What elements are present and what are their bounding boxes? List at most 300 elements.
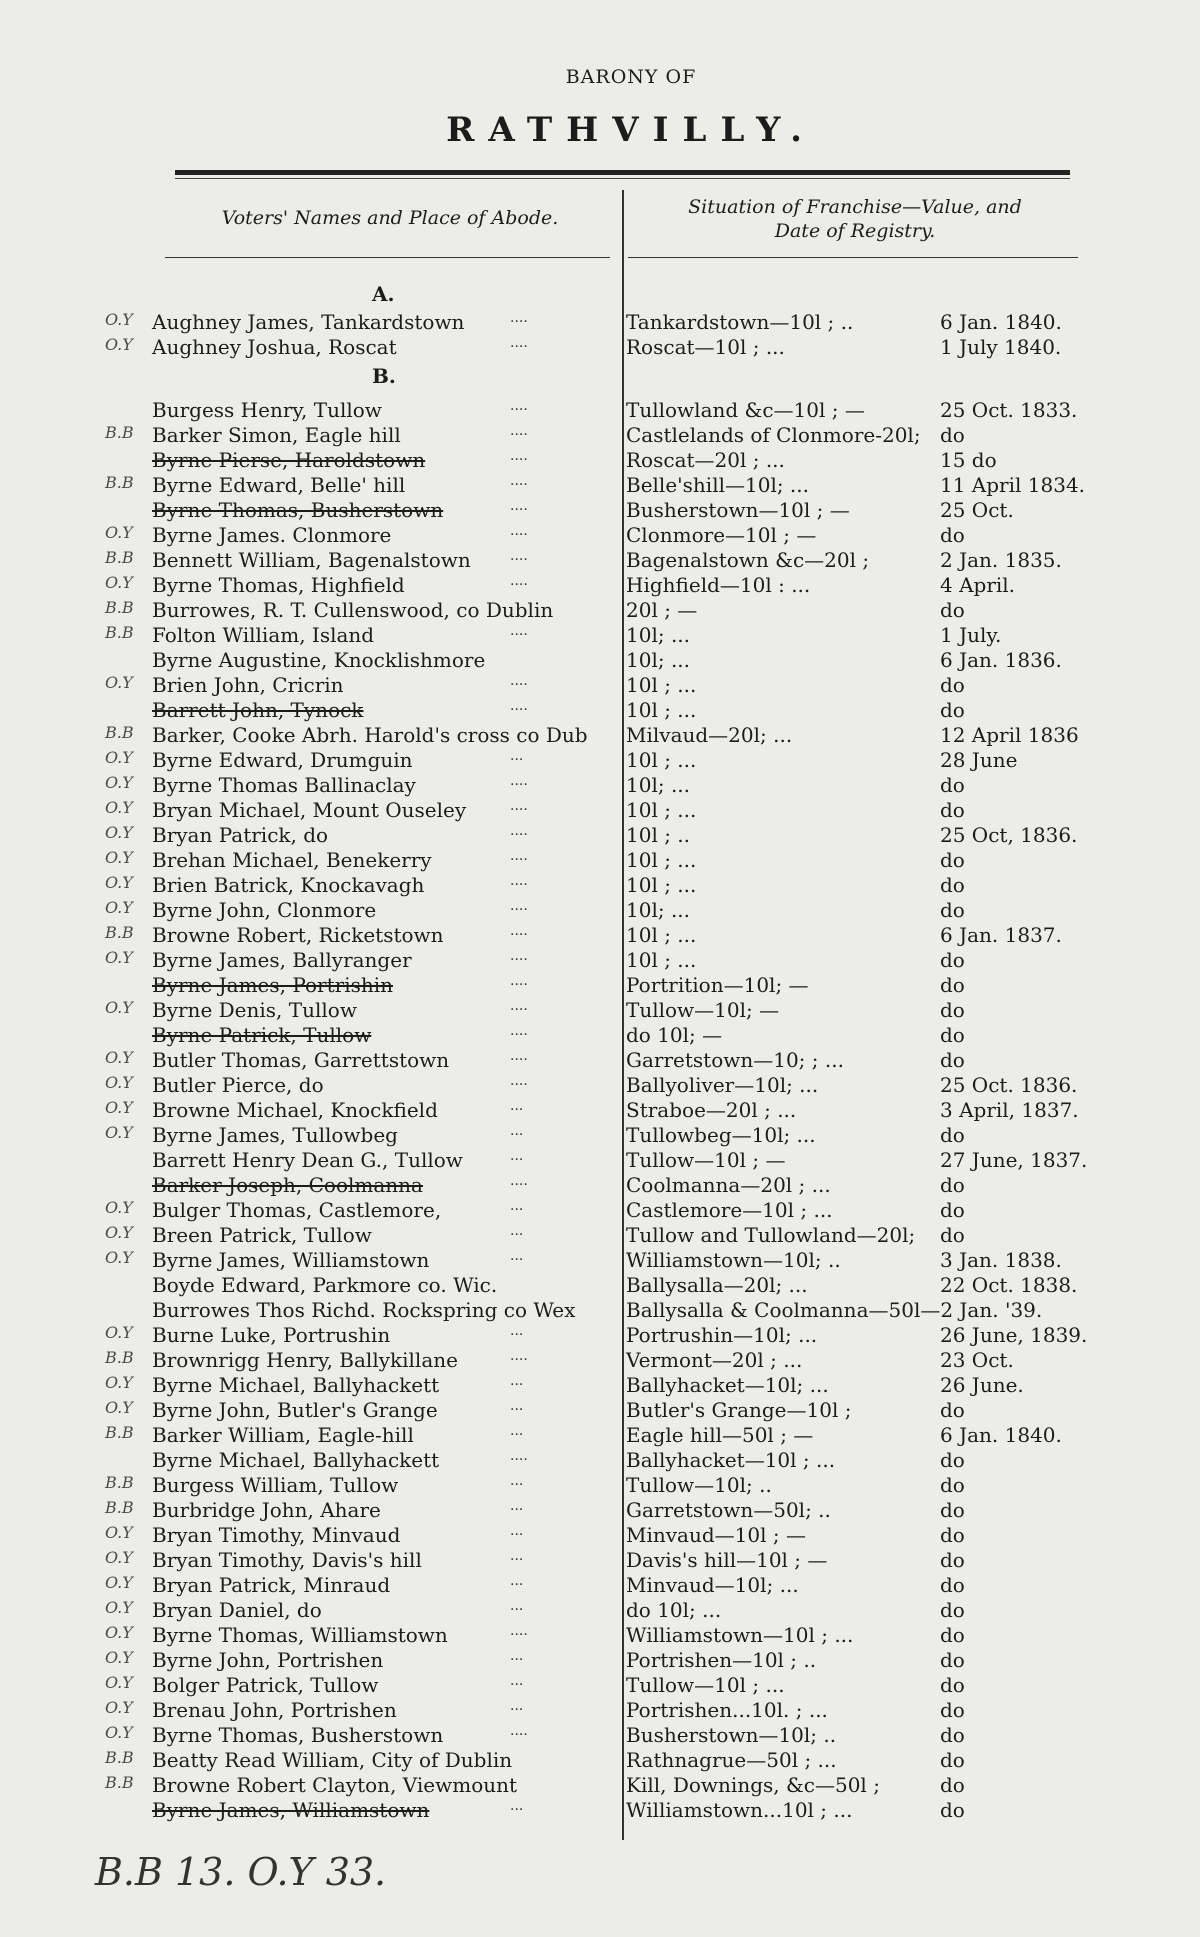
registration-mark: O.Y (105, 1223, 133, 1242)
registration-mark: O.Y (105, 673, 133, 692)
leader-dots: .... (510, 823, 528, 839)
registry-date: do (940, 523, 965, 547)
voter-name: Byrne Augustine, Knocklishmore (152, 648, 486, 672)
registration-mark: O.Y (105, 1648, 133, 1667)
voter-row (0, 1523, 1200, 1548)
registry-date: do (940, 1698, 965, 1722)
voter-row (0, 1348, 1200, 1373)
registry-date: do (940, 1123, 965, 1147)
voter-row (0, 698, 1200, 723)
registration-mark: O.Y (105, 1373, 133, 1392)
registration-mark: O.Y (105, 823, 133, 842)
leader-dots: .... (510, 973, 528, 989)
franchise-situation: 10l ; ... (626, 748, 697, 772)
registration-mark: O.Y (105, 1323, 133, 1342)
franchise-situation: Roscat—20l ; ... (626, 448, 785, 472)
voter-name: Bryan Patrick, do (152, 823, 329, 847)
voter-row (0, 1573, 1200, 1598)
registration-mark: O.Y (105, 773, 133, 792)
voter-row (0, 1173, 1200, 1198)
voter-row (0, 1223, 1200, 1248)
registration-mark: B.B (105, 548, 134, 567)
voter-name: Byrne Thomas, Highfield (152, 573, 405, 597)
franchise-situation: 10l ; ... (626, 873, 697, 897)
franchise-situation: 10l; ... (626, 648, 691, 672)
voter-name: Byrne John, Portrishen (152, 1648, 384, 1672)
header-rule-right (628, 257, 1078, 258)
voter-name: Bryan Timothy, Minvaud (152, 1523, 401, 1547)
leader-dots: ... (510, 748, 524, 764)
title-rule-thin (175, 178, 1070, 179)
voter-name: Brien Batrick, Knockavagh (152, 873, 425, 897)
voter-name: Barker Joseph, Coolmanna (152, 1173, 423, 1197)
leader-dots: ... (510, 1148, 524, 1164)
franchise-situation: Busherstown—10l ; — (626, 498, 850, 522)
registry-date: 6 Jan. 1837. (940, 923, 1062, 947)
franchise-situation: Tullow—10l ; — (626, 1148, 786, 1172)
section-letter-b: B. (372, 364, 396, 388)
leader-dots: ... (510, 1198, 524, 1214)
voter-row (0, 1323, 1200, 1348)
registry-date: do (940, 1223, 965, 1247)
leader-dots: ... (510, 1423, 524, 1439)
voter-name: Byrne Patrick, Tullow (152, 1023, 372, 1047)
voter-row (0, 873, 1200, 898)
registry-date: 22 Oct. 1838. (940, 1273, 1078, 1297)
franchise-situation: Tullow—10l; — (626, 998, 780, 1022)
voter-row (0, 1648, 1200, 1673)
voter-name: Brownrigg Henry, Ballykillane (152, 1348, 458, 1372)
voter-row (0, 573, 1200, 598)
registration-mark: O.Y (105, 310, 133, 329)
franchise-situation: 10l ; ... (626, 798, 697, 822)
voter-row (0, 623, 1200, 648)
voter-name: Byrne Edward, Belle' hill (152, 473, 406, 497)
voter-row (0, 823, 1200, 848)
registration-mark: B.B (105, 1498, 134, 1517)
leader-dots: ... (510, 1498, 524, 1514)
voter-row (0, 1423, 1200, 1448)
registry-date: do (940, 1523, 965, 1547)
registration-mark: O.Y (105, 898, 133, 917)
franchise-situation: 10l ; ... (626, 698, 697, 722)
registry-date: 26 June. (940, 1373, 1024, 1397)
voter-row (0, 723, 1200, 748)
voter-name: Bulger Thomas, Castlemore, (152, 1198, 442, 1222)
franchise-situation: 10l ; .. (626, 823, 691, 847)
franchise-situation: Bagenalstown &c—20l ; (626, 548, 870, 572)
registry-date: do (940, 1448, 965, 1472)
voter-name: Aughney James, Tankardstown (152, 310, 465, 334)
registration-mark: O.Y (105, 1523, 133, 1542)
registry-date: 6 Jan. 1840. (940, 310, 1062, 334)
voter-name: Breen Patrick, Tullow (152, 1223, 372, 1247)
voter-row (0, 948, 1200, 973)
voter-name: Burbridge John, Ahare (152, 1498, 381, 1522)
registration-mark: B.B (105, 1473, 134, 1492)
voter-row (0, 310, 1200, 335)
leader-dots: .... (510, 423, 528, 439)
leader-dots: .... (510, 848, 528, 864)
registry-date: do (940, 698, 965, 722)
voter-name: Byrne James, Williamstown (152, 1798, 430, 1822)
registration-mark: B.B (105, 923, 134, 942)
leader-dots: ... (510, 1473, 524, 1489)
voter-name: Byrne Thomas Ballinaclay (152, 773, 416, 797)
registry-date: do (940, 1498, 965, 1522)
registration-mark: B.B (105, 473, 134, 492)
franchise-situation: Williamstown...10l ; ... (626, 1798, 853, 1822)
voter-name: Butler Thomas, Garrettstown (152, 1048, 450, 1072)
voter-row (0, 335, 1200, 360)
franchise-situation: Tullowland &c—10l ; — (626, 398, 865, 422)
leader-dots: .... (510, 573, 528, 589)
registry-date: do (940, 898, 965, 922)
registration-mark: B.B (105, 598, 134, 617)
voter-row (0, 1023, 1200, 1048)
registry-date: do (940, 1398, 965, 1422)
leader-dots: .... (510, 673, 528, 689)
voter-row (0, 498, 1200, 523)
leader-dots: .... (510, 948, 528, 964)
leader-dots: .... (510, 473, 528, 489)
registration-mark: O.Y (105, 1598, 133, 1617)
leader-dots: .... (510, 548, 528, 564)
registry-date: 25 Oct. 1833. (940, 398, 1078, 422)
leader-dots: .... (510, 448, 528, 464)
voter-name: Boyde Edward, Parkmore co. Wic. (152, 1273, 498, 1297)
registration-mark: B.B (105, 423, 134, 442)
voter-row (0, 423, 1200, 448)
voter-name: Byrne Thomas, Williamstown (152, 1623, 448, 1647)
voter-name: Burgess William, Tullow (152, 1473, 399, 1497)
voter-name: Byrne Edward, Drumguin (152, 748, 413, 772)
leader-dots: .... (510, 1073, 528, 1089)
voter-name: Byrne Michael, Ballyhackett (152, 1373, 440, 1397)
registry-date: 6 Jan. 1840. (940, 1423, 1062, 1447)
registry-date: 25 Oct. (940, 498, 1014, 522)
registration-mark: O.Y (105, 523, 133, 542)
registration-mark: B.B (105, 1748, 134, 1767)
franchise-situation: Williamstown—10l ; ... (626, 1623, 854, 1647)
leader-dots: .... (510, 623, 528, 639)
leader-dots: ... (510, 1323, 524, 1339)
registry-date: do (940, 973, 965, 997)
registry-date: do (940, 873, 965, 897)
voter-row (0, 1448, 1200, 1473)
registration-mark: B.B (105, 1348, 134, 1367)
voter-name: Byrne Thomas, Busherstown (152, 498, 444, 522)
voter-name: Barrett Henry Dean G., Tullow (152, 1148, 463, 1172)
registry-date: do (940, 1723, 965, 1747)
franchise-situation: Tullow—10l; .. (626, 1473, 772, 1497)
registry-date: 27 June, 1837. (940, 1148, 1088, 1172)
leader-dots: .... (510, 923, 528, 939)
voter-row (0, 998, 1200, 1023)
franchise-situation: Tullowbeg—10l; ... (626, 1123, 816, 1147)
registration-mark: O.Y (105, 1623, 133, 1642)
registry-date: 26 June, 1839. (940, 1323, 1088, 1347)
registration-mark: O.Y (105, 1123, 133, 1142)
voter-name: Bennett William, Bagenalstown (152, 548, 471, 572)
leader-dots: .... (510, 398, 528, 414)
voter-row (0, 473, 1200, 498)
registration-mark: B.B (105, 623, 134, 642)
registry-date: do (940, 1573, 965, 1597)
voter-name: Burgess Henry, Tullow (152, 398, 382, 422)
franchise-situation: Ballyoliver—10l; ... (626, 1073, 819, 1097)
registry-date: do (940, 848, 965, 872)
voter-name: Byrne James. Clonmore (152, 523, 392, 547)
voter-row (0, 1748, 1200, 1773)
registry-date: 25 Oct, 1836. (940, 823, 1078, 847)
registry-date: do (940, 1798, 965, 1822)
franchise-situation: Minvaud—10l; ... (626, 1573, 799, 1597)
registry-date: do (940, 773, 965, 797)
voter-row (0, 523, 1200, 548)
registration-mark: O.Y (105, 1698, 133, 1717)
voter-name: Burrowes Thos Richd. Rockspring co Wex (152, 1298, 576, 1322)
registration-mark: O.Y (105, 1548, 133, 1567)
column-header-voters: Voters' Names and Place of Abode. (221, 207, 559, 229)
franchise-situation: Busherstown—10l; .. (626, 1723, 837, 1747)
leader-dots: .... (510, 498, 528, 514)
registry-date: 3 April, 1837. (940, 1098, 1079, 1122)
franchise-situation: 10l; ... (626, 623, 691, 647)
voter-row (0, 548, 1200, 573)
voter-name: Byrne John, Butler's Grange (152, 1398, 438, 1422)
franchise-situation: Garretstown—10; ; ... (626, 1048, 844, 1072)
registration-mark: O.Y (105, 1198, 133, 1217)
voter-name: Bolger Patrick, Tullow (152, 1673, 379, 1697)
registration-mark: O.Y (105, 1073, 133, 1092)
franchise-situation: Roscat—10l ; ... (626, 335, 785, 359)
voter-name: Burrowes, R. T. Cullenswood, co Dublin (152, 598, 554, 622)
franchise-situation: Portrushin—10l; ... (626, 1323, 818, 1347)
leader-dots: .... (510, 1023, 528, 1039)
handwritten-tally: B.B 13. O.Y 33. (95, 1850, 387, 1894)
registry-date: do (940, 1048, 965, 1072)
leader-dots: .... (510, 1173, 528, 1189)
voter-name: Byrne James, Ballyranger (152, 948, 412, 972)
voter-row (0, 1148, 1200, 1173)
voter-name: Barker Simon, Eagle hill (152, 423, 401, 447)
registry-date: 4 April. (940, 573, 1016, 597)
franchise-situation: Castlelands of Clonmore-20l; (626, 423, 921, 447)
voter-row (0, 648, 1200, 673)
registration-mark: O.Y (105, 1048, 133, 1067)
leader-dots: .... (510, 798, 528, 814)
franchise-situation: Portrishen...10l. ; ... (626, 1698, 828, 1722)
barony-heading: BARONY OF (565, 66, 697, 88)
voter-row (0, 923, 1200, 948)
registration-mark: O.Y (105, 948, 133, 967)
leader-dots: .... (510, 998, 528, 1014)
franchise-situation: Davis's hill—10l ; — (626, 1548, 828, 1572)
franchise-situation: Belle'shill—10l; ... (626, 473, 810, 497)
registration-mark: B.B (105, 1773, 134, 1792)
voter-name: Beatty Read William, City of Dublin (152, 1748, 513, 1772)
leader-dots: ... (510, 1523, 524, 1539)
registration-mark: O.Y (105, 335, 133, 354)
franchise-situation: Portrishen—10l ; .. (626, 1648, 817, 1672)
voter-row (0, 1123, 1200, 1148)
registration-mark: O.Y (105, 1098, 133, 1117)
voter-row (0, 1248, 1200, 1273)
voter-row (0, 1473, 1200, 1498)
registry-date: do (940, 1773, 965, 1797)
voter-row (0, 898, 1200, 923)
franchise-situation: Castlemore—10l ; ... (626, 1198, 833, 1222)
franchise-situation: Portrition—10l; — (626, 973, 809, 997)
registration-mark: O.Y (105, 1398, 133, 1417)
registry-date: do (940, 598, 965, 622)
registry-date: do (940, 1598, 965, 1622)
voter-name: Byrne Thomas, Busherstown (152, 1723, 444, 1747)
leader-dots: .... (510, 898, 528, 914)
leader-dots: ... (510, 1098, 524, 1114)
registry-date: do (940, 1623, 965, 1647)
voter-row (0, 1073, 1200, 1098)
voter-row (0, 598, 1200, 623)
registry-date: do (940, 423, 965, 447)
franchise-situation: 10l; ... (626, 773, 691, 797)
voter-row (0, 748, 1200, 773)
franchise-situation: Kill, Downings, &c—50l ; (626, 1773, 880, 1797)
registry-date: do (940, 1173, 965, 1197)
section-letter-a: A. (372, 282, 395, 306)
registration-mark: O.Y (105, 1248, 133, 1267)
registration-mark: O.Y (105, 748, 133, 767)
registration-mark: O.Y (105, 1573, 133, 1592)
voter-row (0, 673, 1200, 698)
franchise-situation: do 10l; ... (626, 1598, 722, 1622)
voter-row (0, 1798, 1200, 1823)
voter-name: Brien John, Cricrin (152, 673, 344, 697)
voter-name: Brehan Michael, Benekerry (152, 848, 432, 872)
registration-mark: B.B (105, 1423, 134, 1442)
franchise-situation: Clonmore—10l ; — (626, 523, 817, 547)
registry-date: do (940, 798, 965, 822)
voter-name: Bryan Daniel, do (152, 1598, 322, 1622)
registration-mark: O.Y (105, 873, 133, 892)
registry-date: 2 Jan. 1835. (940, 548, 1062, 572)
voter-name: Folton William, Island (152, 623, 375, 647)
franchise-situation: Ballyhacket—10l; ... (626, 1373, 829, 1397)
leader-dots: .... (510, 698, 528, 714)
voter-row (0, 1273, 1200, 1298)
registry-date: 23 Oct. (940, 1348, 1014, 1372)
franchise-situation: 10l ; ... (626, 673, 697, 697)
column-header-franchise-line1: Situation of Franchise—Value, and (688, 196, 1022, 218)
voter-row (0, 773, 1200, 798)
voter-name: Byrne Pierse, Haroldstown (152, 448, 426, 472)
leader-dots: ... (510, 1598, 524, 1614)
voter-name: Brenau John, Portrishen (152, 1698, 397, 1722)
franchise-situation: Minvaud—10l ; — (626, 1523, 806, 1547)
registry-date: do (940, 1548, 965, 1572)
franchise-situation: Eagle hill—50l ; — (626, 1423, 814, 1447)
voter-row (0, 1598, 1200, 1623)
franchise-situation: Butler's Grange—10l ; (626, 1398, 852, 1422)
registry-date: 15 do (940, 448, 997, 472)
voter-name: Barker, Cooke Abrh. Harold's cross co Dub (152, 723, 588, 747)
voter-row (0, 1098, 1200, 1123)
registry-date: 25 Oct. 1836. (940, 1073, 1078, 1097)
voter-name: Barrett John, Tynock (152, 698, 364, 722)
registry-date: do (940, 1748, 965, 1772)
voter-row (0, 1673, 1200, 1698)
voter-name: Browne Robert, Ricketstown (152, 923, 444, 947)
voter-row (0, 798, 1200, 823)
title-rule (175, 170, 1070, 175)
voter-row (0, 1048, 1200, 1073)
registration-mark: O.Y (105, 573, 133, 592)
franchise-situation: 20l ; — (626, 598, 698, 622)
column-header-franchise (640, 195, 1070, 243)
franchise-situation: Coolmanna—20l ; ... (626, 1173, 831, 1197)
registry-date: do (940, 1648, 965, 1672)
voter-name: Aughney Joshua, Roscat (152, 335, 397, 359)
franchise-situation: Williamstown—10l; .. (626, 1248, 841, 1272)
leader-dots: ... (510, 1548, 524, 1564)
voter-row (0, 1723, 1200, 1748)
registration-mark: O.Y (105, 798, 133, 817)
registration-mark: B.B (105, 723, 134, 742)
voter-row (0, 1198, 1200, 1223)
registry-date: do (940, 1673, 965, 1697)
leader-dots: .... (510, 1623, 528, 1639)
voter-name: Byrne James, Portrishin (152, 973, 394, 997)
voter-row (0, 973, 1200, 998)
franchise-situation: Straboe—20l ; ... (626, 1098, 797, 1122)
voter-name: Bryan Timothy, Davis's hill (152, 1548, 422, 1572)
voter-name: Byrne Michael, Ballyhackett (152, 1448, 440, 1472)
leader-dots: ... (510, 1373, 524, 1389)
voter-name: Browne Michael, Knockfield (152, 1098, 438, 1122)
voter-row (0, 398, 1200, 423)
header-rule-left (165, 257, 610, 258)
page-title: RATHVILLY. (446, 110, 816, 150)
registry-date: 11 April 1834. (940, 473, 1086, 497)
registry-date: do (940, 1023, 965, 1047)
leader-dots: ... (510, 1248, 524, 1264)
voter-name: Burne Luke, Portrushin (152, 1323, 391, 1347)
leader-dots: ... (510, 1123, 524, 1139)
franchise-situation: Milvaud—20l; ... (626, 723, 793, 747)
voter-row (0, 1773, 1200, 1798)
leader-dots: ... (510, 1698, 524, 1714)
leader-dots: .... (510, 1723, 528, 1739)
voter-name: Byrne James, Williamstown (152, 1248, 430, 1272)
leader-dots: ... (510, 1398, 524, 1414)
franchise-situation: Tullow and Tullowland—20l; (626, 1223, 916, 1247)
leader-dots: .... (510, 335, 528, 351)
registry-date: 3 Jan. 1838. (940, 1248, 1062, 1272)
leader-dots: .... (510, 310, 528, 326)
voter-row (0, 1298, 1200, 1323)
leader-dots: .... (510, 873, 528, 889)
voter-name: Bryan Michael, Mount Ouseley (152, 798, 467, 822)
franchise-situation: Garretstown—50l; .. (626, 1498, 831, 1522)
voter-row (0, 848, 1200, 873)
franchise-situation: Highfield—10l : ... (626, 573, 811, 597)
franchise-situation: 10l ; ... (626, 848, 697, 872)
franchise-situation: Ballysalla & Coolmanna—50l—2 Jan. '39. (626, 1298, 1043, 1322)
leader-dots: ... (510, 1798, 524, 1814)
franchise-situation: do 10l; — (626, 1023, 723, 1047)
registry-date: 12 April 1836 (940, 723, 1079, 747)
